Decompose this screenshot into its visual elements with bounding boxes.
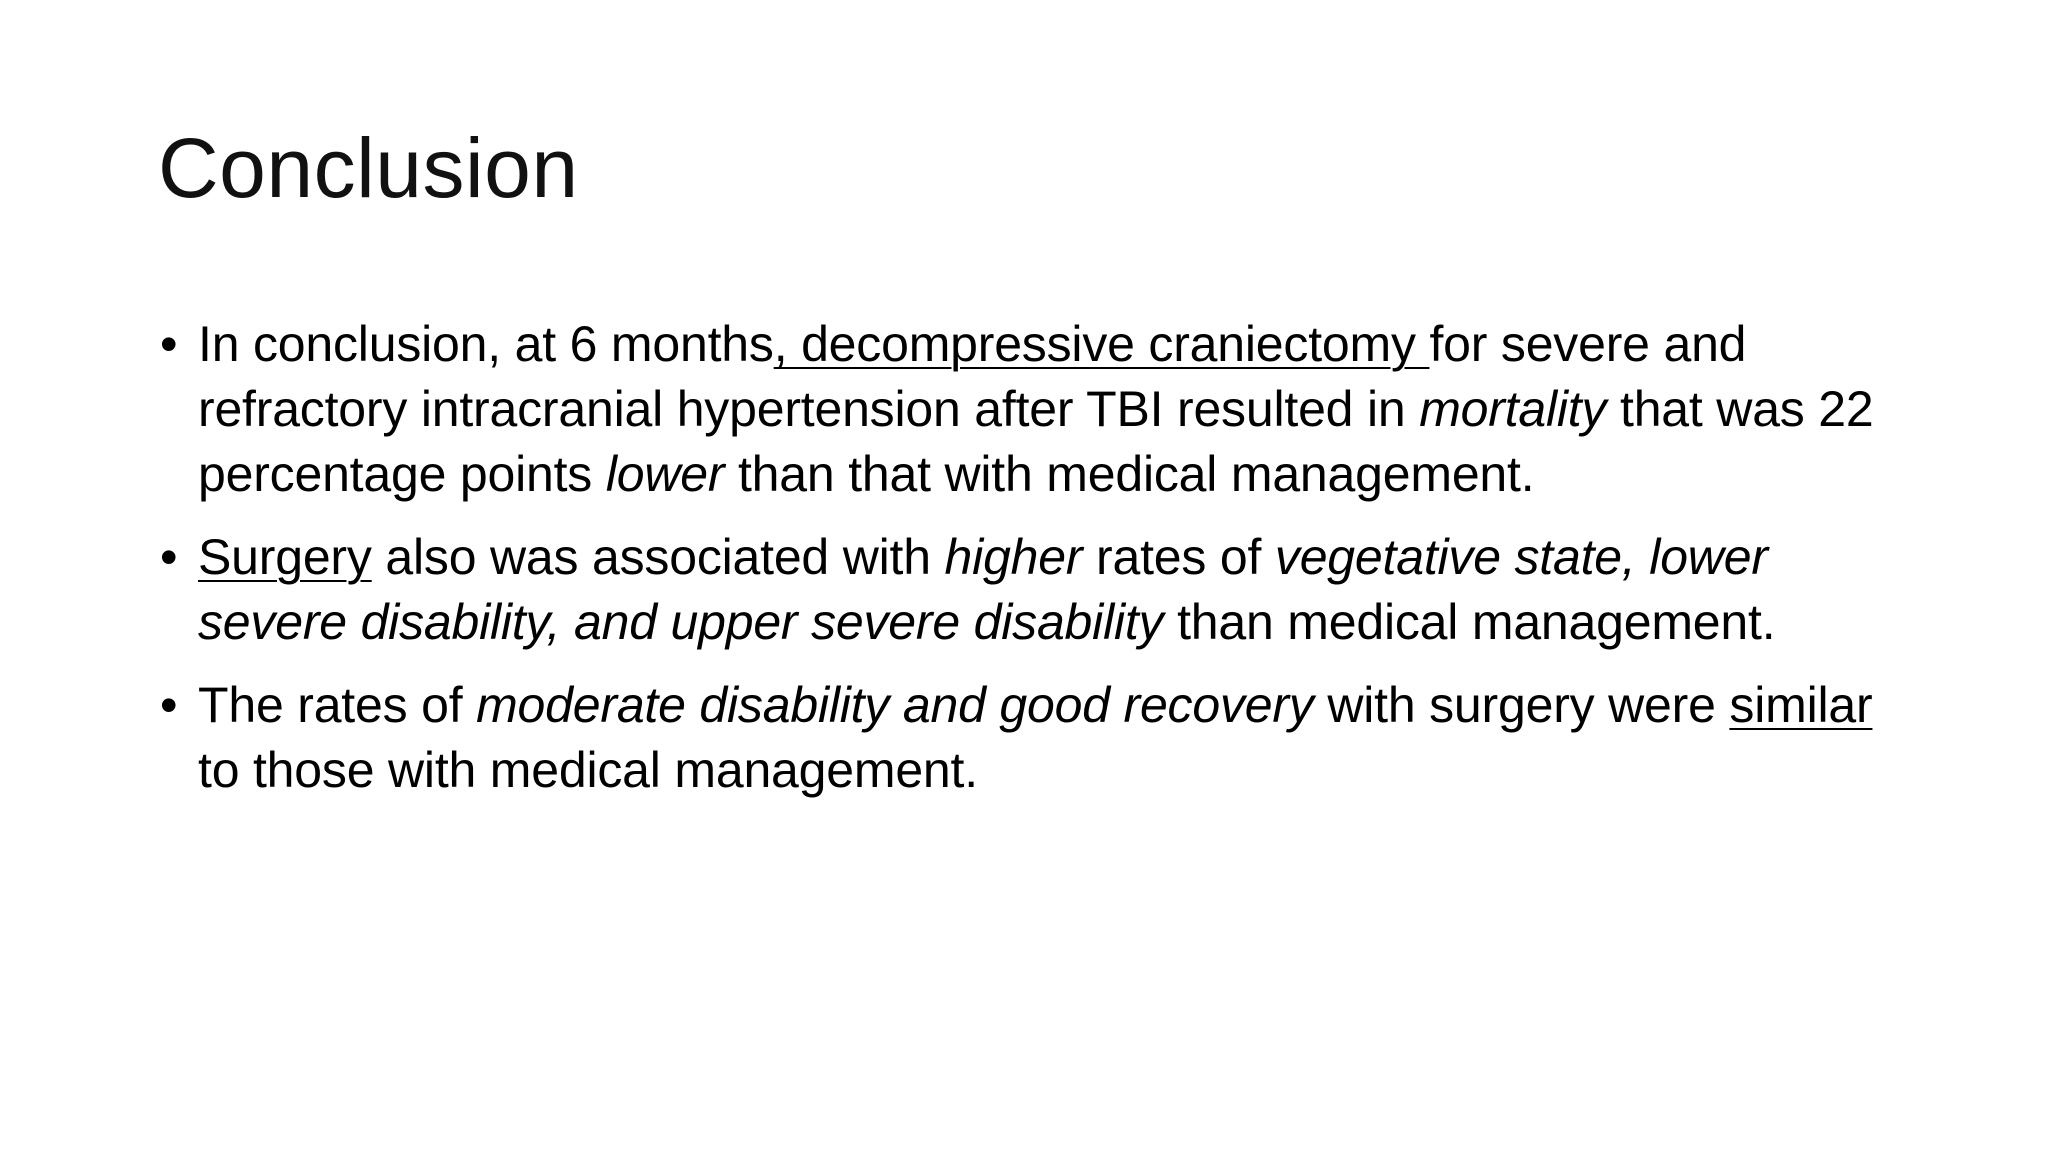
- bullet-dot: •: [160, 677, 178, 733]
- text-segment: than that with medical management.: [724, 446, 1535, 502]
- text-segment: In conclusion, at 6 months: [198, 316, 774, 372]
- underlined-text-segment: similar: [1729, 677, 1873, 733]
- text-segment: rates of: [1082, 529, 1275, 585]
- slide-title: Conclusion: [158, 121, 579, 215]
- bullet-dot: •: [160, 316, 178, 372]
- bullet-dot: •: [160, 529, 178, 585]
- bullet-item: [160, 673, 1920, 803]
- underlined-text-segment: Surgery: [198, 529, 372, 585]
- italic-text-segment: moderate disability and good recovery: [476, 677, 1314, 733]
- italic-text-segment: mortality: [1419, 381, 1607, 437]
- bullet-item: [160, 525, 1920, 655]
- text-segment: with surgery were: [1313, 677, 1730, 733]
- italic-text-segment: higher: [944, 529, 1083, 585]
- text-segment: that was 22 percentage points: [198, 381, 1874, 502]
- italic-text-segment: lower: [605, 446, 725, 502]
- bullet-item: [160, 312, 1920, 507]
- text-segment: to those with medical management.: [198, 742, 978, 798]
- italic-text-segment: vegetative state, lower severe disability, and upper severe disability: [198, 529, 1768, 650]
- text-segment: for severe and refractory intracranial hypertension after TBI resulted in: [198, 316, 1747, 437]
- text-segment: also was associated with: [371, 529, 945, 585]
- bullet-list: [160, 312, 1920, 821]
- text-segment: than medical management.: [1163, 594, 1776, 650]
- underlined-text-segment: , decompressive craniectomy: [773, 316, 1430, 372]
- text-segment: The rates of: [198, 677, 477, 733]
